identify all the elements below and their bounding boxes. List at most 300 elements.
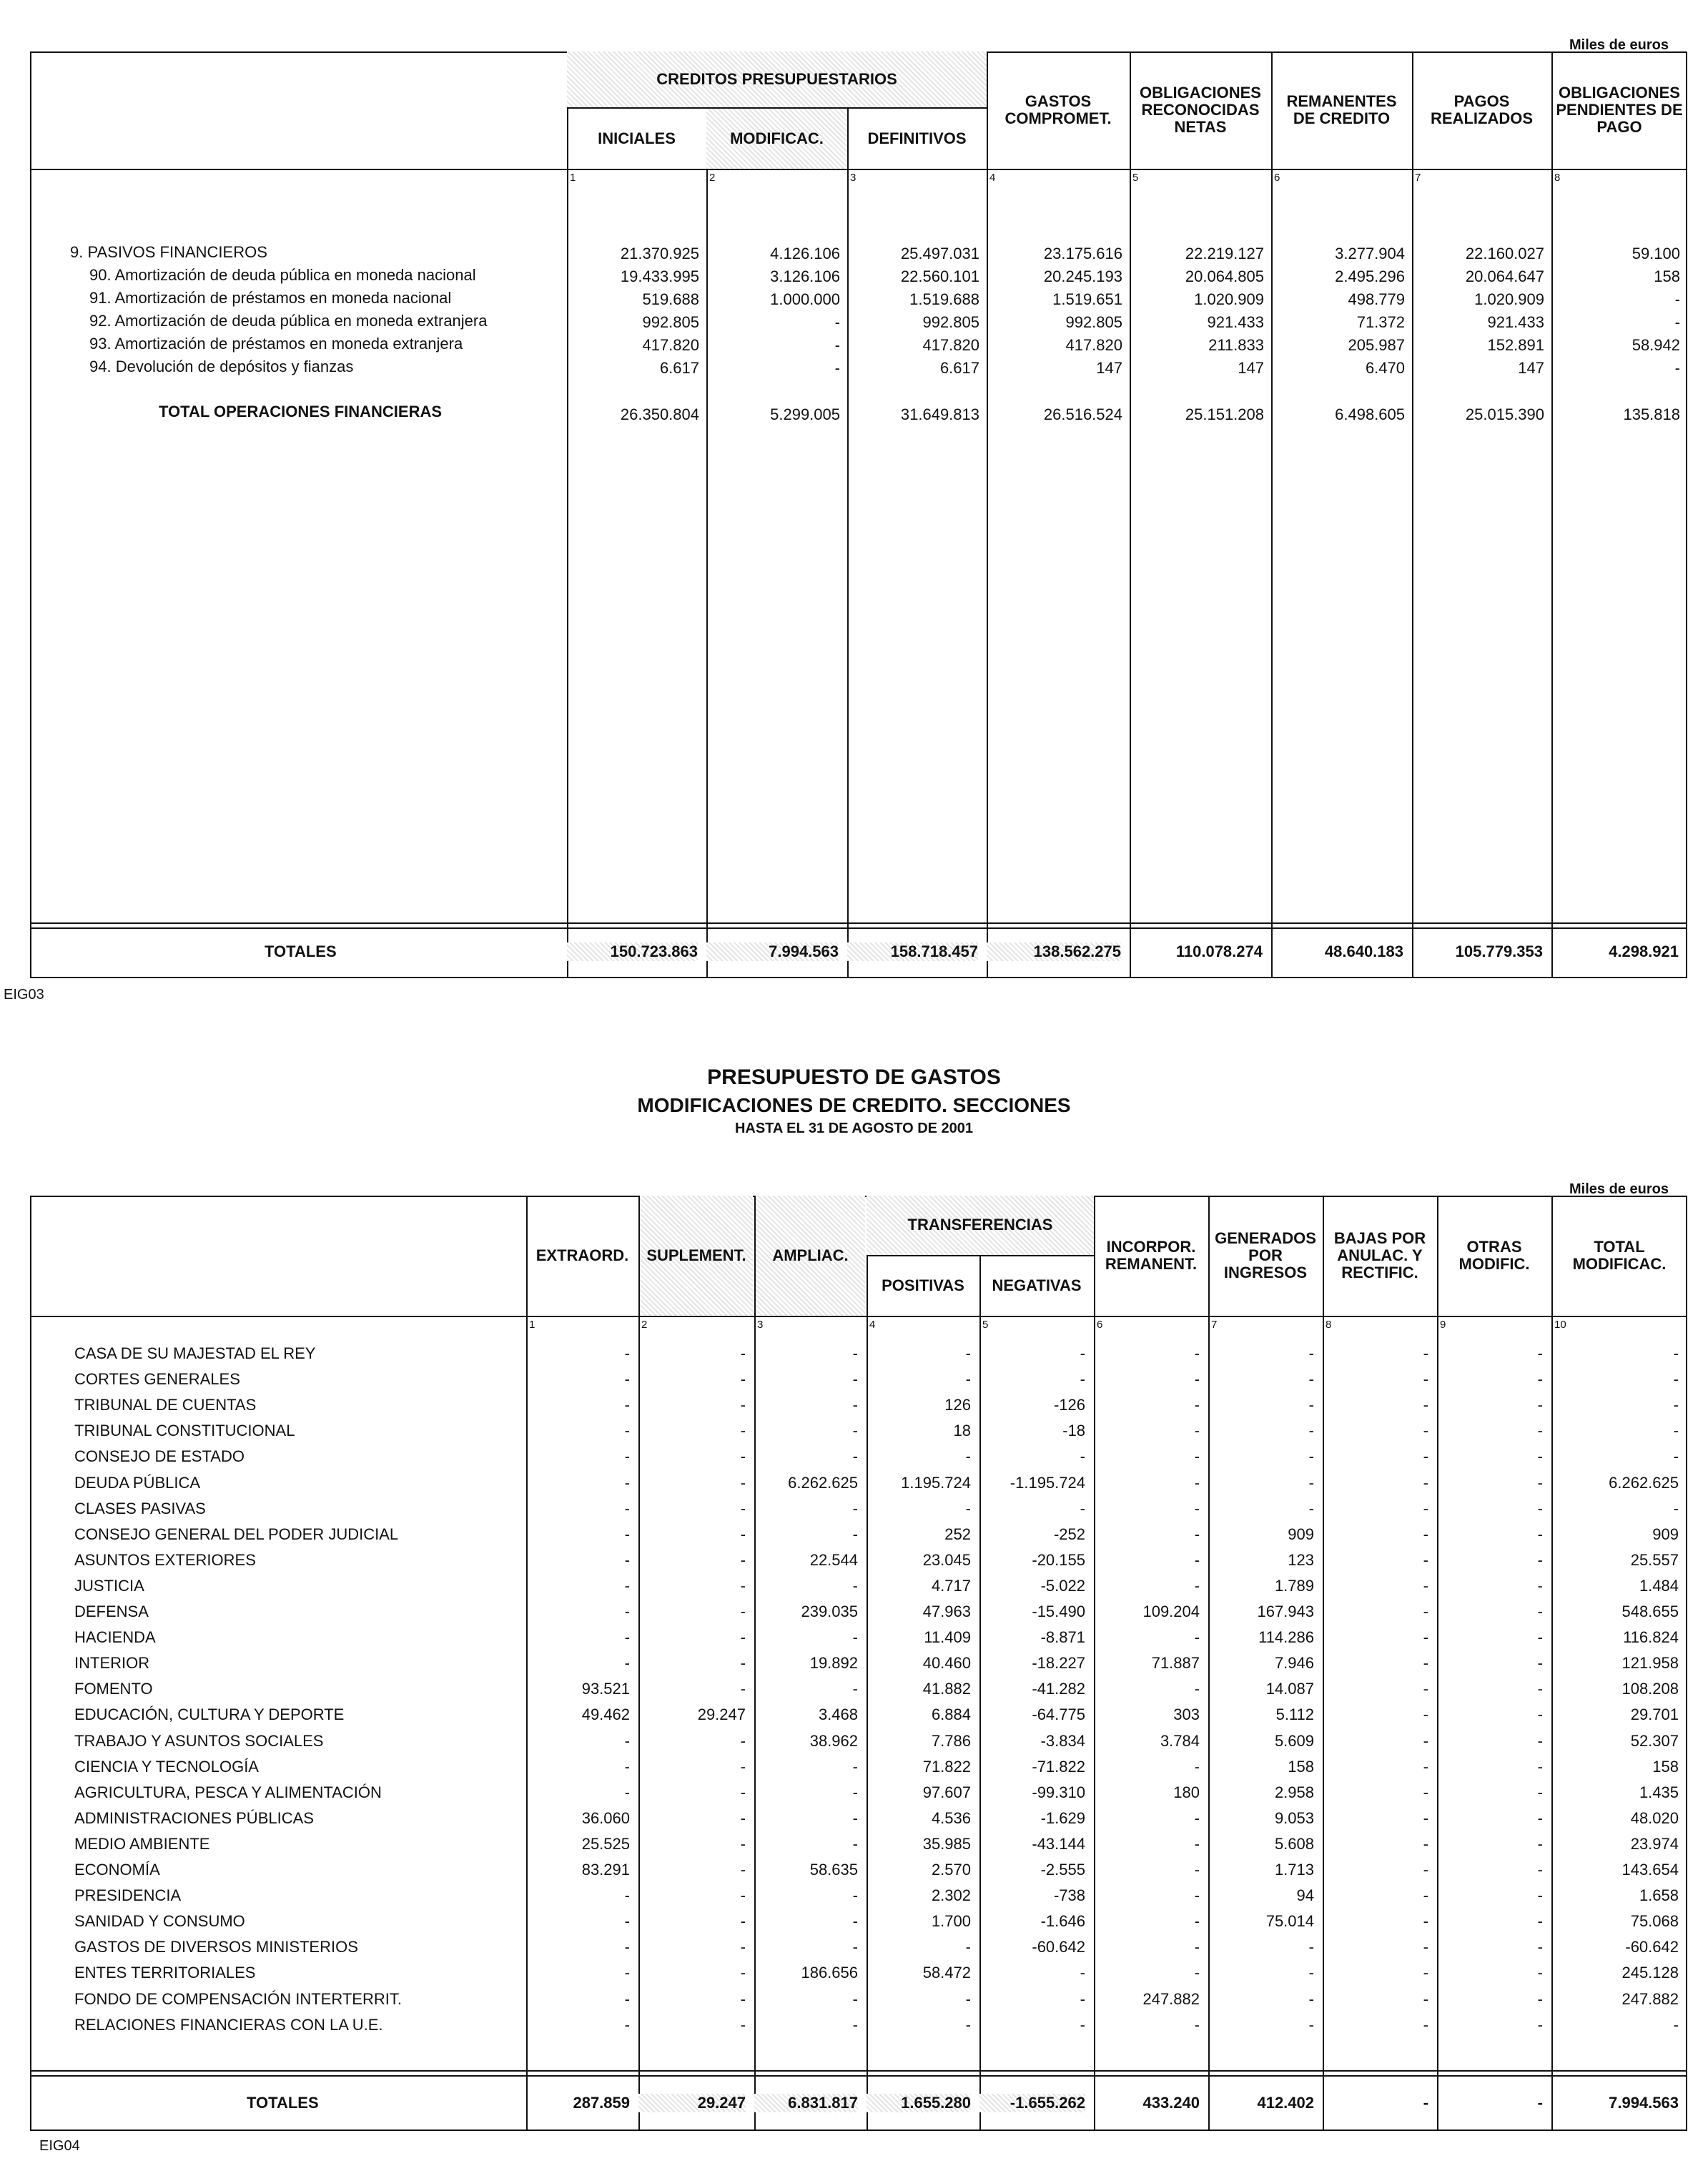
cell-value: 71.372	[1356, 313, 1405, 331]
row-label: CIENCIA Y TECNOLOGÍA	[74, 1758, 259, 1776]
cell-value: 59.100	[1632, 245, 1680, 262]
cell-value: -	[624, 1628, 630, 1646]
cell-value: -	[1423, 1654, 1428, 1672]
totals-value: 6.831.817	[754, 2094, 858, 2112]
cell-value: 41.882	[922, 1680, 971, 1698]
cell-value: 20.064.647	[1465, 267, 1544, 285]
cell-value: 4.717	[931, 1577, 971, 1595]
cell-value: -	[852, 1758, 858, 1776]
cell-value: -	[1194, 1344, 1200, 1362]
row-label: 93. Amortización de préstamos en moneda extranjera	[89, 335, 463, 353]
cell-value: -	[624, 1912, 630, 1930]
cell-value: -	[1537, 1886, 1543, 1904]
cell-value: -71.822	[1032, 1758, 1085, 1776]
row-label: DEFENSA	[74, 1602, 149, 1620]
column-header: INCORPOR. REMANENT.	[1105, 1237, 1198, 1273]
totals-value: 29.247	[638, 2094, 746, 2112]
cell-value: -	[1194, 1370, 1200, 1388]
column-header: BAJAS POR ANULAC. Y RECTIFIC.	[1333, 1229, 1426, 1282]
table1-totals-rule	[30, 927, 1687, 929]
cell-value: -	[1674, 359, 1680, 377]
totals-value: 287.859	[573, 2094, 630, 2112]
cell-value: -	[1537, 1758, 1543, 1776]
subtotal-value: 25.015.390	[1465, 405, 1544, 423]
units-label-table1: Miles de euros	[1569, 37, 1669, 53]
cell-value: 23.045	[922, 1551, 971, 1569]
cell-value: 2.302	[931, 1886, 971, 1904]
cell-value: -	[1080, 1370, 1085, 1388]
cell-value: 1.700	[931, 1912, 971, 1930]
cell-value: -	[1537, 1447, 1543, 1465]
cell-value: 7.946	[1274, 1654, 1314, 1672]
cell-value: -18.227	[1032, 1654, 1085, 1672]
cell-value: -738	[1053, 1886, 1085, 1904]
cell-value: -	[1537, 1732, 1543, 1750]
row-label: PRESIDENCIA	[74, 1886, 182, 1904]
cell-value: 29.701	[1630, 1705, 1679, 1723]
cell-value: 25.497.031	[900, 245, 979, 262]
cell-value: -	[740, 1654, 746, 1672]
column-header: INICIALES	[598, 129, 676, 147]
table1-col-divider	[1130, 51, 1131, 978]
cell-value: -	[1537, 1680, 1543, 1698]
cell-value: -	[1537, 1835, 1543, 1853]
cell-value: 25.525	[581, 1835, 630, 1853]
cell-value: -	[852, 1912, 858, 1930]
cell-value: 417.820	[922, 336, 979, 354]
cell-value: -	[1537, 1370, 1543, 1388]
cell-value: 40.460	[922, 1654, 971, 1672]
cell-value: 23.175.616	[1043, 245, 1122, 262]
cell-value: -252	[1053, 1525, 1085, 1543]
column-header: TOTAL MODIFICAC.	[1572, 1237, 1667, 1273]
cell-value: -	[1673, 1500, 1679, 1517]
cell-value: 180	[1173, 1783, 1200, 1801]
totals-label: TOTALES	[247, 2094, 319, 2112]
cell-value: -	[624, 1577, 630, 1595]
subtotal-value: 26.516.524	[1043, 405, 1122, 423]
cell-value: -	[1423, 1500, 1428, 1517]
column-header: DEFINITIVOS	[867, 129, 967, 147]
cell-value: -1.646	[1040, 1912, 1085, 1930]
cell-value: -	[1423, 1705, 1428, 1723]
table1-col-divider	[847, 51, 849, 978]
cell-value: -	[624, 1370, 630, 1388]
cell-value: -	[1537, 1628, 1543, 1646]
cell-value: 36.060	[581, 1809, 630, 1827]
cell-value: -	[965, 2016, 971, 2034]
cell-value: -	[740, 1783, 746, 1801]
cell-value: 25.557	[1630, 1551, 1679, 1569]
totals-value: 1.655.280	[867, 2094, 971, 2112]
cell-value: 2.570	[931, 1861, 971, 1879]
cell-value: 6.262.625	[788, 1474, 858, 1492]
cell-value: 48.020	[1630, 1809, 1679, 1827]
cell-value: -	[1537, 1964, 1543, 1981]
cell-value: 158	[1654, 267, 1680, 285]
cell-value: -	[740, 1422, 746, 1439]
column-header: PAGOS REALIZADOS	[1431, 92, 1533, 127]
cell-value: 3.126.106	[770, 267, 840, 285]
column-number: 8	[1326, 1319, 1332, 1331]
cell-value: -	[1423, 1964, 1428, 1981]
cell-value: -	[1194, 1396, 1200, 1414]
cell-value: -60.642	[1032, 1938, 1085, 1956]
report-date: HASTA EL 31 DE AGOSTO DE 2001	[734, 1121, 974, 1136]
cell-value: -	[965, 1447, 971, 1465]
cell-value: -	[1308, 2016, 1314, 2034]
column-number: 8	[1554, 172, 1561, 184]
cell-value: -43.144	[1032, 1835, 1085, 1853]
cell-value: -	[1080, 2016, 1085, 2034]
cell-value: 1.020.909	[1474, 290, 1544, 308]
cell-value: -	[1673, 1370, 1679, 1388]
cell-value: -	[740, 1525, 746, 1543]
cell-value: 47.963	[922, 1602, 971, 1620]
row-label: TRIBUNAL CONSTITUCIONAL	[74, 1422, 295, 1439]
cell-value: -	[624, 1525, 630, 1543]
cell-value: 18	[953, 1422, 971, 1439]
table1-frame	[30, 51, 1687, 978]
cell-value: -	[852, 2016, 858, 2034]
cell-value: -	[1308, 1396, 1314, 1414]
cell-value: 498.779	[1348, 290, 1405, 308]
cell-value: 992.805	[922, 313, 979, 331]
column-number: 4	[869, 1319, 876, 1331]
cell-value: -	[1080, 1500, 1085, 1517]
cell-value: -	[1308, 1344, 1314, 1362]
cell-value: -	[1308, 1964, 1314, 1981]
totals-value: -1.655.262	[979, 2094, 1085, 2112]
cell-value: -	[1674, 290, 1680, 308]
cell-value: -	[740, 2016, 746, 2034]
totals-value: 105.779.353	[1455, 942, 1543, 960]
cell-value: -	[852, 1886, 858, 1904]
cell-value: 5.608	[1274, 1835, 1314, 1853]
cell-value: -	[1537, 1990, 1543, 2008]
cell-value: -41.282	[1032, 1680, 1085, 1698]
cell-value: -	[1194, 1912, 1200, 1930]
cell-value: 4.536	[931, 1809, 971, 1827]
cell-value: -	[1537, 1783, 1543, 1801]
cell-value: -	[1194, 1861, 1200, 1879]
cell-value: -	[1537, 1396, 1543, 1414]
cell-value: -	[740, 1447, 746, 1465]
cell-value: 247.882	[1621, 1990, 1679, 2008]
table1-totals-rule	[30, 922, 1687, 924]
cell-value: 186.656	[801, 1964, 858, 1981]
cell-value: -	[740, 1886, 746, 1904]
cell-value: 921.433	[1487, 313, 1544, 331]
cell-value: -	[740, 1500, 746, 1517]
cell-value: 152.891	[1487, 336, 1544, 354]
row-label: AGRICULTURA, PESCA Y ALIMENTACIÓN	[74, 1783, 382, 1801]
column-header: MODIFICAC.	[706, 109, 847, 169]
cell-value: 5.112	[1275, 1705, 1314, 1723]
column-number: 5	[1132, 172, 1139, 184]
row-label: RELACIONES FINANCIERAS CON LA U.E.	[74, 2016, 383, 2034]
cell-value: 108.208	[1621, 1680, 1679, 1698]
table2-code: EIG04	[39, 2138, 80, 2154]
cell-value: 252	[944, 1525, 971, 1543]
cell-value: -	[1194, 1964, 1200, 1981]
cell-value: 6.470	[1365, 359, 1405, 377]
cell-value: -	[1308, 1990, 1314, 2008]
column-header: SUPLEMENT.	[640, 1196, 753, 1316]
totals-value: 7.994.563	[706, 942, 839, 961]
cell-value: 6.884	[931, 1705, 971, 1723]
cell-value: -	[1423, 1732, 1428, 1750]
cell-value: -	[1080, 1990, 1085, 2008]
cell-value: -	[1537, 1861, 1543, 1879]
cell-value: -	[1194, 1422, 1200, 1439]
cell-value: -	[834, 336, 840, 354]
cell-value: -	[965, 1370, 971, 1388]
column-number: 6	[1097, 1319, 1103, 1331]
column-number: 7	[1415, 172, 1421, 184]
column-header: POSITIVAS	[882, 1276, 964, 1295]
units-label-table2: Miles de euros	[1569, 1181, 1669, 1197]
totals-label: TOTALES	[265, 942, 337, 960]
cell-value: 211.833	[1208, 336, 1264, 354]
cell-value: -	[852, 1783, 858, 1801]
row-label: FONDO DE COMPENSACIÓN INTERTERRIT.	[74, 1990, 402, 2008]
cell-value: 19.892	[809, 1654, 858, 1672]
cell-value: -	[1423, 1809, 1428, 1827]
cell-value: -	[1537, 2016, 1543, 2034]
row-label: 90. Amortización de deuda pública en moneda nacional	[89, 266, 476, 284]
cell-value: -	[1423, 1422, 1428, 1439]
cell-value: -	[1423, 1758, 1428, 1776]
cell-value: -	[1194, 1680, 1200, 1698]
column-header: AMPLIAC.	[756, 1196, 865, 1316]
cell-value: -	[1194, 1525, 1200, 1543]
cell-value: 20.245.193	[1043, 267, 1122, 285]
row-label: ECONOMÍA	[74, 1861, 160, 1879]
cell-value: -	[1308, 1474, 1314, 1492]
cell-value: -	[1423, 1783, 1428, 1801]
cell-value: -	[624, 1886, 630, 1904]
cell-value: 245.128	[1621, 1964, 1679, 1981]
row-label: CASA DE SU MAJESTAD EL REY	[74, 1344, 316, 1362]
cell-value: -	[740, 1344, 746, 1362]
row-label: ENTES TERRITORIALES	[74, 1964, 256, 1981]
subtotal-value: 31.649.813	[900, 405, 979, 423]
cell-value: -	[624, 1422, 630, 1439]
cell-value: -	[1308, 1938, 1314, 1956]
cell-value: 35.985	[922, 1835, 971, 1853]
cell-value: -	[1537, 1654, 1543, 1672]
cell-value: -	[1674, 313, 1680, 331]
cell-value: -	[852, 1577, 858, 1595]
cell-value: 158	[1288, 1758, 1314, 1776]
totals-value: 158.718.457	[847, 942, 978, 961]
cell-value: -	[1308, 1422, 1314, 1439]
row-label: DEUDA PÚBLICA	[74, 1474, 201, 1492]
cell-value: -	[740, 1370, 746, 1388]
cell-value: 22.560.101	[900, 267, 979, 285]
cell-value: -	[852, 1835, 858, 1853]
cell-value: -	[1194, 1628, 1200, 1646]
cell-value: -	[624, 1654, 630, 1672]
cell-value: -	[852, 1422, 858, 1439]
table1-col-divider	[1551, 51, 1553, 978]
cell-value: 247.882	[1142, 1990, 1200, 2008]
cell-value: -	[1423, 1861, 1428, 1879]
cell-value: 1.658	[1639, 1886, 1679, 1904]
cell-value: -	[1423, 1577, 1428, 1595]
table1-col-divider	[1412, 51, 1413, 978]
cell-value: -	[1423, 1680, 1428, 1698]
cell-value: 167.943	[1257, 1602, 1314, 1620]
cell-value: -	[624, 1964, 630, 1981]
totals-value: -	[1537, 2094, 1543, 2112]
cell-value: -	[740, 1861, 746, 1879]
column-number: 3	[850, 172, 857, 184]
cell-value: -	[1423, 1602, 1428, 1620]
cell-value: 1.000.000	[770, 290, 840, 308]
cell-value: -	[1537, 1938, 1543, 1956]
cell-value: 239.035	[801, 1602, 858, 1620]
cell-value: -	[624, 1758, 630, 1776]
column-number: 7	[1211, 1319, 1218, 1331]
row-label: FOMENTO	[74, 1680, 153, 1698]
cell-value: -64.775	[1032, 1705, 1085, 1723]
cell-value: -	[740, 1577, 746, 1595]
cell-value: 3.468	[818, 1705, 858, 1723]
cell-value: -	[740, 1758, 746, 1776]
cell-value: -	[1673, 1344, 1679, 1362]
row-label: JUSTICIA	[74, 1577, 144, 1595]
cell-value: -60.642	[1625, 1938, 1679, 1956]
cell-value: -126	[1053, 1396, 1085, 1414]
cell-value: -	[1537, 1500, 1543, 1517]
cell-value: -	[1423, 1886, 1428, 1904]
cell-value: -	[852, 1370, 858, 1388]
cell-value: 22.219.127	[1185, 245, 1264, 262]
cell-value: -	[740, 1680, 746, 1698]
cell-value: -	[1537, 1577, 1543, 1595]
cell-value: 2.495.296	[1335, 267, 1405, 285]
cell-value: 1.789	[1274, 1577, 1314, 1595]
cell-value: -	[1537, 1525, 1543, 1543]
cell-value: -	[1537, 1422, 1543, 1439]
cell-value: -	[1423, 1447, 1428, 1465]
cell-value: 6.617	[939, 359, 979, 377]
cell-value: -	[965, 1344, 971, 1362]
cell-value: -	[1080, 1447, 1085, 1465]
totals-value: 412.402	[1257, 2094, 1314, 2112]
cell-value: -	[1423, 1912, 1428, 1930]
row-label: HACIENDA	[74, 1628, 156, 1646]
cell-value: 921.433	[1207, 313, 1264, 331]
cell-value: 21.370.925	[620, 245, 699, 262]
row-label: CONSEJO DE ESTADO	[74, 1447, 245, 1465]
cell-value: -1.629	[1040, 1809, 1085, 1827]
cell-value: -	[852, 1447, 858, 1465]
cell-value: 109.204	[1142, 1602, 1200, 1620]
cell-value: -	[624, 1500, 630, 1517]
totals-value: 7.994.563	[1609, 2094, 1679, 2112]
cell-value: -	[1194, 1474, 1200, 1492]
column-header: OTRAS MODIFIC.	[1458, 1237, 1530, 1273]
cell-value: 205.987	[1348, 336, 1405, 354]
totals-value: 110.078.274	[1175, 942, 1263, 960]
table1-code: EIG03	[4, 987, 44, 1003]
cell-value: 992.805	[642, 313, 699, 331]
cell-value: 75.068	[1630, 1912, 1679, 1930]
cell-value: -	[1080, 1344, 1085, 1362]
cell-value: -	[1423, 1551, 1428, 1569]
row-label: ASUNTOS EXTERIORES	[74, 1551, 256, 1569]
cell-value: 52.307	[1630, 1732, 1679, 1750]
cell-value: 93.521	[581, 1680, 630, 1698]
table1-col-divider	[1271, 51, 1273, 978]
cell-value: 1.435	[1639, 1783, 1679, 1801]
cell-value: -	[740, 1602, 746, 1620]
cell-value: -	[834, 359, 840, 377]
cell-value: -	[624, 1344, 630, 1362]
cell-value: -99.310	[1032, 1783, 1085, 1801]
column-header: OBLIGACIONES PENDIENTES DE PAGO	[1556, 83, 1683, 137]
cell-value: -	[1537, 1551, 1543, 1569]
cell-value: -	[740, 1912, 746, 1930]
cell-value: 6.617	[659, 359, 699, 377]
cell-value: 71.822	[922, 1758, 971, 1776]
cell-value: 29.247	[697, 1705, 746, 1723]
cell-value: -	[740, 1732, 746, 1750]
cell-value: -	[624, 1732, 630, 1750]
cell-value: -	[1423, 1396, 1428, 1414]
cell-value: -	[740, 1809, 746, 1827]
cell-value: 1.519.688	[909, 290, 979, 308]
cell-value: 909	[1288, 1525, 1314, 1543]
cell-value: -	[852, 1680, 858, 1698]
cell-value: -	[624, 1551, 630, 1569]
column-number: 2	[709, 172, 716, 184]
cell-value: -	[1673, 1422, 1679, 1439]
transfers-group-header: TRANSFERENCIAS	[867, 1196, 1094, 1255]
cell-value: -	[1194, 1551, 1200, 1569]
cell-value: 71.887	[1151, 1654, 1200, 1672]
row-label: 91. Amortización de préstamos en moneda nacional	[89, 289, 452, 307]
cell-value: 143.654	[1621, 1861, 1679, 1879]
row-label: MEDIO AMBIENTE	[74, 1835, 210, 1853]
cell-value: 97.607	[922, 1783, 971, 1801]
cell-value: 147	[1238, 359, 1264, 377]
cell-value: -	[852, 1500, 858, 1517]
cell-value: 6.262.625	[1609, 1474, 1679, 1492]
cell-value: -2.555	[1040, 1861, 1085, 1879]
cell-value: -	[1423, 1474, 1428, 1492]
cell-value: -	[1194, 1500, 1200, 1517]
cell-value: 158	[1652, 1758, 1679, 1776]
cell-value: -	[1080, 1964, 1085, 1981]
cell-value: -8.871	[1040, 1628, 1085, 1646]
subtotal-value: 135.818	[1623, 405, 1680, 423]
cell-value: 417.820	[642, 336, 699, 354]
cell-value: -	[1537, 1705, 1543, 1723]
cell-value: -	[624, 2016, 630, 2034]
table2-header-rule	[30, 1316, 1687, 1317]
table1-col-divider	[706, 51, 708, 978]
row-label: EDUCACIÓN, CULTURA Y DEPORTE	[74, 1705, 345, 1723]
column-number: 3	[757, 1319, 764, 1331]
cell-value: 38.962	[809, 1732, 858, 1750]
cell-value: 519.688	[642, 290, 699, 308]
cell-value: 9.053	[1274, 1809, 1314, 1827]
column-number: 2	[641, 1319, 648, 1331]
